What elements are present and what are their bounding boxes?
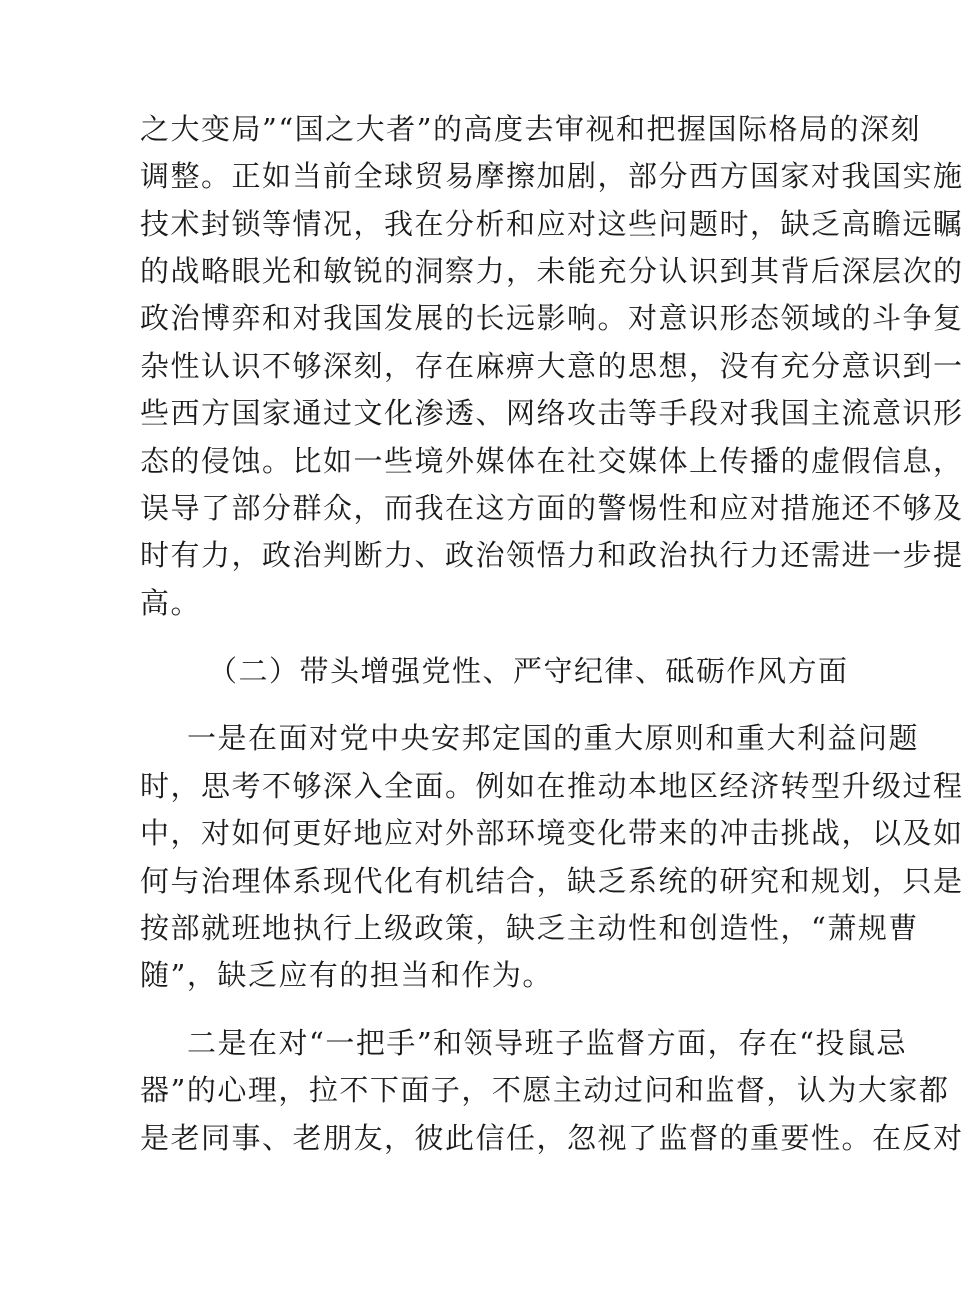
text-line: 的战略眼光和敏锐的洞察力，未能充分认识到其背后深层次的 [140,254,964,288]
text-line: 技术封锁等情况，我在分析和应对这些问题时，缺乏高瞻远瞩 [140,207,964,241]
text-line: 何与治理体系现代化有机结合，缺乏系统的研究和规划，只是 [140,864,964,898]
section-heading: （二）带头增强党性、严守纪律、砥砺作风方面 [208,654,849,688]
text-line: 调整。正如当前全球贸易摩擦加剧，部分西方国家对我国实施 [140,159,964,193]
text-line: 器”的心理，拉不下面子，不愿主动过问和监督，认为大家都 [140,1073,950,1107]
text-line: 高。 [140,586,202,620]
text-line: 是老同事、老朋友，彼此信任，忽视了监督的重要性。在反对 [140,1121,964,1155]
text-line: 按部就班地执行上级政策，缺乏主动性和创造性，“萧规曹 [140,911,919,945]
paragraph-first-line: 二是在对“一把手”和领导班子监督方面，存在“投鼠忌 [187,1026,907,1060]
text-line: 政治博弈和对我国发展的长远影响。对意识形态领域的斗争复 [140,301,964,335]
text-line: 杂性认识不够深刻，存在麻痹大意的思想，没有充分意识到一 [140,349,964,383]
paragraph-first-line: 一是在面对党中央安邦定国的重大原则和重大利益问题 [187,721,920,755]
text-line: 些西方国家通过文化渗透、网络攻击等手段对我国主流意识形 [140,396,964,430]
text-line: 态的侵蚀。比如一些境外媒体在社交媒体上传播的虚假信息， [140,444,964,478]
text-line: 误导了部分群众，而我在这方面的警惕性和应对措施还不够及 [140,491,964,525]
text-line: 之大变局”“国之大者”的高度去审视和把握国际格局的深刻 [140,112,921,146]
text-line: 时，思考不够深入全面。例如在推动本地区经济转型升级过程 [140,769,964,803]
text-line: 中，对如何更好地应对外部环境变化带来的冲击挑战，以及如 [140,816,964,850]
text-line: 时有力，政治判断力、政治领悟力和政治执行力还需进一步提 [140,538,964,572]
text-line: 随”，缺乏应有的担当和作为。 [140,958,553,992]
